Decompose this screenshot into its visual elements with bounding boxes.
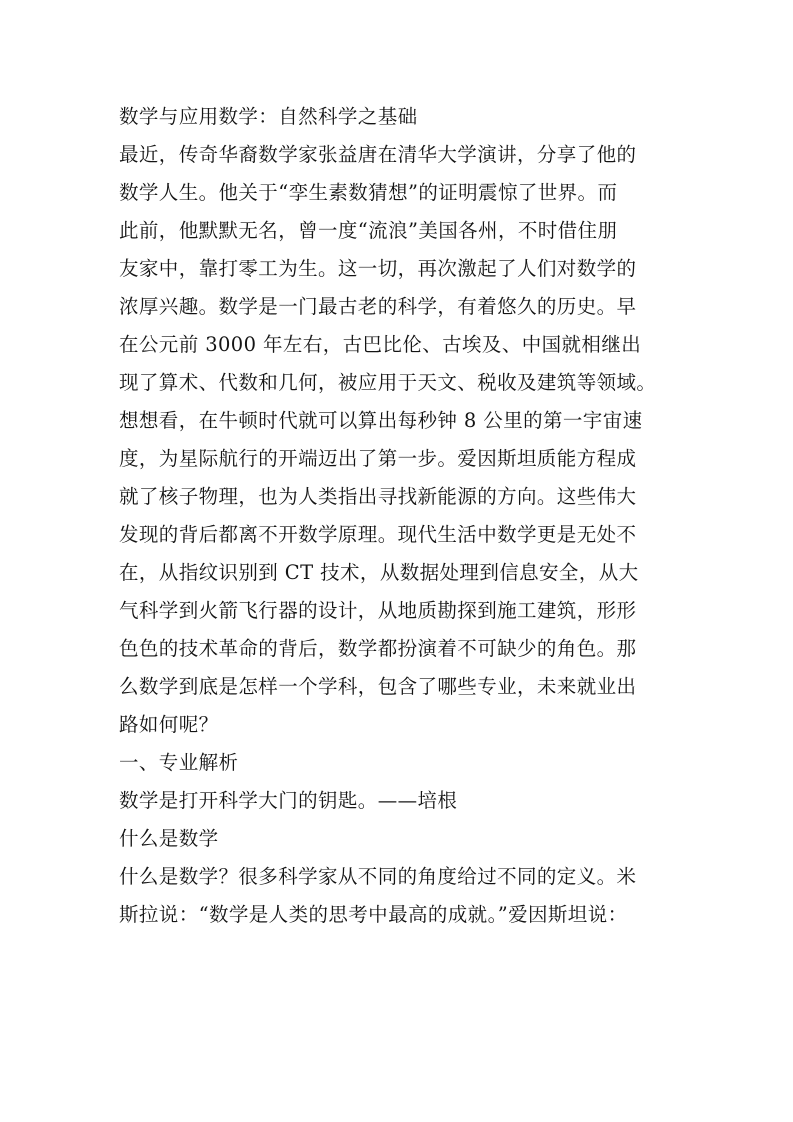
intro-line: 现了算术、代数和几何，被应用于天文、税收及建筑等领域。 [119,371,657,394]
intro-line: 想想看，在牛顿时代就可以算出每秒钟 8 公里的第一宇宙速 [119,409,643,432]
section-heading: 一、专业解析 [119,751,239,774]
intro-line: 发现的背后都离不开数学原理。现代生活中数学更是无处不 [119,523,637,546]
quote-line: 数学是打开科学大门的钥匙。——培根 [119,789,458,812]
intro-line: 气科学到火箭飞行器的设计，从地质勘探到施工建筑，形形 [119,599,637,622]
intro-line: 最近，传奇华裔数学家张益唐在清华大学演讲，分享了他的 [119,143,637,166]
body-line: 什么是数学？很多科学家从不同的角度给过不同的定义。米 [119,865,637,888]
intro-line: 度，为星际航行的开端迈出了第一步。爱因斯坦质能方程成 [119,447,637,470]
intro-line: 友家中，靠打零工为生。这一切，再次激起了人们对数学的 [119,257,637,280]
intro-line: 路如何呢？ [119,713,219,736]
intro-line: 就了核子物理，也为人类指出寻找新能源的方向。这些伟大 [119,485,637,508]
intro-line: 在公元前 3000 年左右，古巴比伦、古埃及、中国就相继出 [119,333,642,356]
document-body [119,98,675,934]
intro-line: 数学人生。他关于“孪生素数猜想”的证明震惊了世界。而 [119,181,618,204]
intro-line: 在，从指纹识别到 CT 技术，从数据处理到信息安全，从大 [119,561,639,584]
document-title: 数学与应用数学：自然科学之基础 [119,105,418,128]
subheading: 什么是数学 [119,827,219,850]
intro-line: 浓厚兴趣。数学是一门最古老的科学，有着悠久的历史。早 [119,295,637,318]
intro-line: 色色的技术革命的背后，数学都扮演着不可缺少的角色。那 [119,637,637,660]
intro-line: 么数学到底是怎样一个学科，包含了哪些专业，未来就业出 [119,675,637,698]
intro-line: 此前，他默默无名，曾一度“流浪”美国各州，不时借住朋 [119,219,618,242]
body-line: 斯拉说：“数学是人类的思考中最高的成就。”爱因斯坦说： [119,903,628,926]
